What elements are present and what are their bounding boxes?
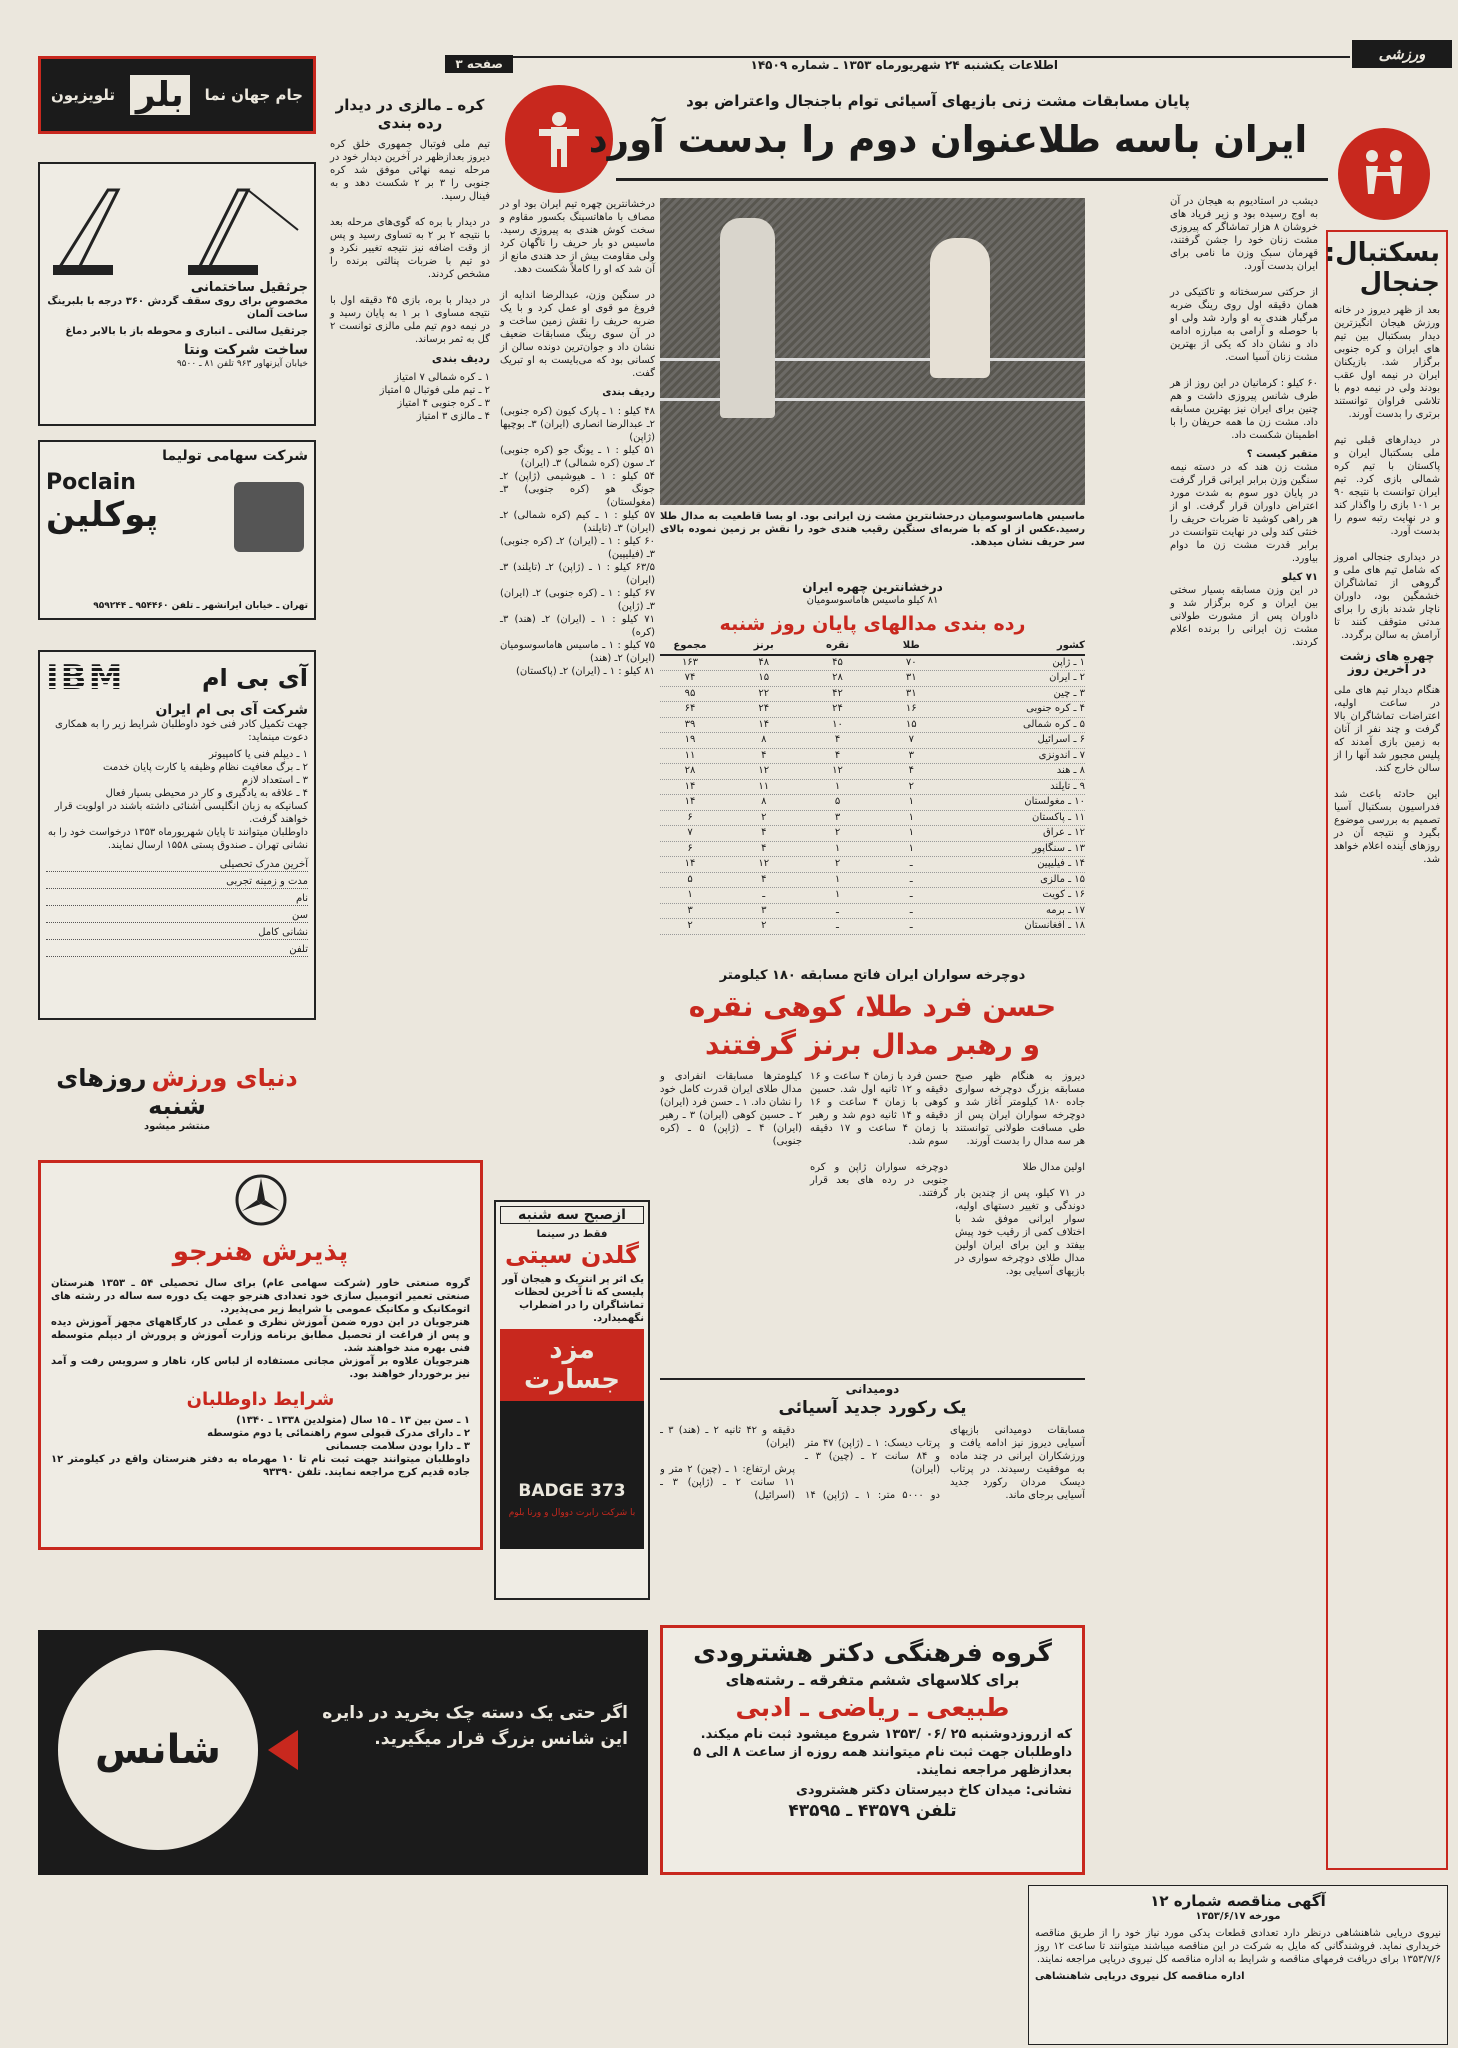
medal-cell-silver: ۱۰ bbox=[832, 718, 843, 730]
crane-address: خیابان آیزنهاور ۹۶۳ تلفن ۸۱ ـ ۹۵۰۰ bbox=[176, 359, 308, 369]
medal-table-row bbox=[660, 842, 1085, 858]
chance-text: اگر حتی یک دسته چک بخرید در دایره این شانس بزرگ قرار میگیرید. bbox=[322, 1703, 628, 1749]
medal-cell-bronze: ۸ bbox=[761, 796, 767, 807]
basketball-body2: هنگام دیدار تیم های ملی در ساعت اولیه، اعتراضات تماشاگران بالا گرفت و چند نفر از آنان به زمین بازی آمدند که پلیس مجبور شد آنها را از سالن خارج کند. این حادثه باعث شد فدراسیون بسکتبال آسیا تصمیم به بررسی موضوع بگیرد و نتیجه آن در روزهای آینده اعلام خواهد شد. bbox=[1334, 685, 1440, 865]
ibm-form-field: مدت و زمینه تجربی bbox=[46, 875, 308, 889]
medal-cell-gold: ـ bbox=[909, 904, 913, 916]
medal-table-row bbox=[660, 687, 1085, 703]
medal-cell-country: ۷ ـ اندونزی bbox=[1038, 749, 1085, 761]
medal-cell-silver: ۴ bbox=[834, 749, 841, 761]
th-total: مجموع bbox=[673, 640, 707, 651]
cinema-body: یک اثر پر انتریک و هیجان آور پلیسی که تا آخرین لحظات تماشاگران را در اضطراب نگهمیدارد. bbox=[502, 1274, 644, 1324]
poclain-ad[interactable] bbox=[38, 440, 316, 620]
basketball-column bbox=[1326, 230, 1448, 1870]
medal-cell-bronze: ۲ bbox=[761, 920, 767, 931]
medal-cell-silver: ـ bbox=[836, 920, 839, 931]
boxing-photo bbox=[660, 198, 1085, 505]
basketball-title: بسکتبال: bbox=[1324, 238, 1440, 268]
th-silver: نقره bbox=[825, 640, 850, 651]
tender-sign: اداره مناقصه کل نیروی دریایی شاهنشاهی bbox=[1035, 1971, 1245, 1982]
basketball-body: بعد از ظهر دیروز در خانه ورزش هیجان انگیزترین دیدار بسکتبال بین تیم های ایران و کره جنوبی برگزار شد. بازیکنان ایران در نیمه اول عقب بودند ولی در نیمه دوم با تلاشی فراوان توانستند برتری را بدست آورند. در دیدارهای قبلی تیم ملی بسکتبال ایران و پاکستان با تیم کره شمالی بازی کرد. تیم ایران توانست با نتیجه ۹۰ بر ۱۰۱ بازی را واگذار کند و در نهایت رتبه سوم را بدست آورد. در دیداری جنجالی امروز که شامل تیم های ملی و گروهی از تماشاگران خشمگین بود، داوران ناچار شدند بازی را برای مدتی متوقف کنند تا آرامش به سالن برگردد. bbox=[1334, 305, 1440, 641]
crane-title: جرثقیل ساختمانی bbox=[190, 280, 308, 295]
medal-cell-total: ۷ bbox=[687, 827, 693, 838]
medal-cell-silver: ۲۸ bbox=[832, 672, 843, 683]
world-of-sport-big: روزهای شنبه bbox=[56, 1064, 206, 1120]
medal-cell-country: ۵ ـ کره شمالی bbox=[1023, 718, 1085, 730]
medal-table-row bbox=[660, 873, 1085, 889]
medal-table-row bbox=[660, 764, 1085, 780]
admission-title: پذیرش هنرجو bbox=[172, 1237, 349, 1267]
basketball-title2: جنجال bbox=[1359, 268, 1440, 298]
medal-cell-bronze: ۴ bbox=[761, 873, 767, 885]
ibm-form-field: نام bbox=[46, 892, 308, 906]
medal-cell-bronze: ۱۲ bbox=[758, 858, 770, 869]
medal-cell-gold: ۱ bbox=[908, 796, 914, 807]
medal-table-row bbox=[660, 904, 1085, 920]
article-col2-p1: دیشب در استادیوم به هیجان در آن به اوج رسیده بود و زیر فریاد های خروشان ۸ هزار تماشاگر که پیروزی مشت زنان خود را جشن گرفتند، قهرمان سبک وزن ما نامی برای ایران بدست آورد. از حرکتی سرسختانه و تاکتیکی در همان دقیقه اول روی رینگ ضربه مرگبار هندی به او وارد شد ولی او با حوصله و آرامی به مبارزه ادامه داد و نشان داد که یکی از بهترین مشت زنان آسیا است. ۶۰ کیلو : کرمانیان در این روز از هر طرف شانس پیروزی داشت و هم چنین برای ایران نیز بهترین مسابقه داد. مشت زن ما همه حریفان را با اطمینان شکست داد. bbox=[1170, 196, 1318, 441]
admission-body: گروه صنعتی خاور (شرکت سهامی عام) برای سال تحصیلی ۵۴ ـ ۱۳۵۳ هنرستان صنعتی تعمیر اتومبیل سازی خود تعدادی هنرجو جهت یک دوره سه ساله در رشته های اتومکانیک و مکانیک عمومی با شرایط زیر می‌پذیرد. هنرجویان در این دوره ضمن آموزش نظری و عملی در کارگاههای مجهز آموزش دیده و پس از فراغت از تحصیل مطابق برنامه وزارت آموزش و پرورش از دیپلم متوسطه فنی بهره مند خواهند شد. هنرجویان علاوه بر آموزش مجانی مستفاده از لباس کار، ناهار و سرویس رفت و آمد نیز برخوردار خواهند بود. bbox=[51, 1278, 470, 1380]
main-headline: ایران باسه طلاعنوان دوم را بدست آورد bbox=[588, 118, 1308, 161]
medal-cell-country: ۱۱ ـ پاکستان bbox=[1032, 811, 1085, 823]
ibm-body: ۱ ـ دیپلم فنی یا کامپیوتر ۲ ـ برگ معافیت نظام وظیفه یا کارت پایان خدمت ۳ ـ استعداد لازم ۴ ـ علاقه به یادگیری و کار در محیطی بسیار فعال کسانیکه به زبان انگلیسی آشنائی داشته باشند در اولویت قرار خواهند گرفت. داوطلبان میتوانند تا پایان شهریورماه ۱۳۵۳ درخواست خود را به نشانی تهران ـ صندوق پستی ۱۵۵۸ ارسال نمایند. bbox=[47, 749, 308, 851]
medal-cell-bronze: ۳ bbox=[761, 904, 767, 916]
medal-cell-bronze: ۱۱ bbox=[758, 780, 770, 792]
tv-banner-left: جام جهان نما bbox=[204, 86, 303, 104]
crane-body: مخصوص برای روی سقف گردش ۳۶۰ درجه با بلبرینگ ساخت آلمان bbox=[47, 296, 308, 320]
hockey-title: رده بندی bbox=[377, 114, 443, 132]
th-country: کشور bbox=[1056, 640, 1085, 651]
medal-cell-country: ۱۲ ـ عراق bbox=[1042, 827, 1085, 838]
medal-cell-country: ۸ ـ هند bbox=[1056, 765, 1085, 776]
hockey-kicker: کره ـ مالزی در دیدار bbox=[335, 96, 485, 114]
poclain-brand: Poclain bbox=[46, 470, 136, 495]
medal-cell-total: ۵ bbox=[687, 873, 693, 885]
page-number bbox=[445, 55, 513, 73]
medal-cell-total: ۲ bbox=[687, 920, 693, 931]
hashtrudi-body: که ازروزدوشنبه ۲۵ /۰۶ /۱۳۵۳ شروع میشود ثبت نام میکند. داوطلبان جهت ثبت نام میتوانند همه روزه از ساعت ۸ الی ۵ بعدازظهر مراجعه نمایند. bbox=[693, 1727, 1072, 1778]
mercedes-logo-icon bbox=[234, 1173, 288, 1227]
medal-cell-bronze: ۲۴ bbox=[758, 703, 770, 714]
medal-cell-total: ۱۴ bbox=[684, 780, 696, 792]
crane-icon bbox=[48, 170, 308, 280]
medal-cell-bronze: ۴ bbox=[761, 827, 767, 838]
section-tag bbox=[1352, 40, 1452, 68]
athletics-body: مسابقات دومیدانی بازیهای آسیایی دیروز نیز ادامه یافت و ورزشکاران ایرانی در چند ماده به موفقیت رسیدند. در پرتاب دیسک مردان رکورد جدید آسیایی برجای ماند. پرتاب دیسک: ۱ ـ (ژاپن) ۴۷ متر و ۸۴ سانت ۲ ـ (چین) ۳ ـ (ایران) دو ۵۰۰۰ متر: ۱ ـ (ژاپن) ۱۴ دقیقه و ۴۲ ثانیه ۲ ـ (هند) ۳ ـ (ایران) پرش ارتفاع: ۱ ـ (چین) ۲ متر و ۱۱ سانت ۲ ـ (ژاپن) ۳ ـ (اسرائیل) bbox=[660, 1425, 1085, 1501]
medal-cell-country: ۱۳ ـ سنگاپور bbox=[1032, 842, 1085, 854]
article-col2-p2: مشت زن هند که در دسته نیمه سنگین وزن برابر ایرانی قرار گرفت در پایان دور سوم به شدت مورد اعتراض داوران قرار گرفت. او از هر راهی کوشید تا ضربات حریف را خنثی کند ولی در نهایت نتوانست در برابر قدرت مشت زن ما دوام بیاورد. bbox=[1170, 462, 1318, 564]
medal-cell-silver: ۲ bbox=[834, 827, 841, 838]
medal-table-row bbox=[660, 888, 1085, 904]
medal-cell-country: ۱۴ ـ فیلیپین bbox=[1037, 858, 1085, 869]
ibm-form-field: نشانی کامل bbox=[46, 926, 308, 940]
hashtrudi-title: گروه فرهنگی دکتر هشترودی bbox=[693, 1638, 1052, 1667]
medal-cell-gold: ۳ bbox=[908, 749, 914, 761]
medal-cell-bronze: ۲ bbox=[761, 811, 767, 823]
medalists-sub: ۸۱ کیلو ماسیس هاماسوسومیان bbox=[806, 595, 939, 606]
tender-body: نیروی دریایی شاهنشاهی درنظر دارد تعدادی قطعات یدکی مورد نیاز خود را از طریق مناقصه خریداری نماید. فروشندگانی که مایل به شرکت در این مناقصه میباشند میتوانند تا ساعت ۱۲ روز ۱۳۵۳/۷/۶ برای دریافت فرمهای مناقصه و شرایط به اداره مناقصه کل نیروی دریایی مراجعه نمایند. bbox=[1035, 1928, 1441, 1965]
medal-cell-bronze: ۸ bbox=[761, 734, 767, 745]
ibm-form-field: آخرین مدرک تحصیلی bbox=[46, 858, 308, 872]
chance-logo: شانس bbox=[95, 1727, 221, 1773]
medal-cell-silver: ۱۲ bbox=[832, 765, 843, 776]
medal-cell-total: ۶۴ bbox=[684, 703, 696, 714]
medal-cell-country: ۳ ـ چین bbox=[1053, 687, 1085, 699]
film-poster bbox=[500, 1329, 644, 1549]
medal-cell-country: ۱ ـ ژاپن bbox=[1052, 656, 1085, 668]
medal-cell-gold: ۱۵ bbox=[905, 718, 917, 730]
hashtrudi-sub: برای کلاسهای ششم متفرقه ـ رشته‌های bbox=[725, 1671, 1020, 1689]
crane-body2: جرثقیل سالنی ـ انباری و محوطه باز با بالابر دماغ bbox=[65, 326, 308, 337]
ibm-form bbox=[46, 858, 308, 957]
medal-cell-gold: ـ bbox=[909, 873, 913, 885]
athletics-rule bbox=[660, 1378, 1085, 1380]
basketball-subhead: چهره های زشت در آخرین روز bbox=[1339, 649, 1435, 676]
medal-cell-gold: ۱ bbox=[908, 827, 914, 838]
photo-caption: ماسیس هاماسوسومیان درحشانترین مشت زن ایرانی بود. او بسا قاطعیت به مدال طلا رسید.عکس از او که با ضربه‌ای سنگین رقیب هندی خود را نقش بر زمین نموده بالای سر حریف نشان میدهد. bbox=[660, 511, 1085, 548]
medal-cell-gold: ۲ bbox=[908, 780, 914, 792]
hockey-sub: ردیف بندی bbox=[431, 352, 490, 365]
medal-table-row bbox=[660, 671, 1085, 687]
ibm-title: شرکت آی بی ام ایران bbox=[155, 702, 308, 718]
crane-company: ساخت شرکت ونتا bbox=[183, 342, 308, 358]
headline-rule bbox=[616, 178, 1328, 181]
medal-cell-country: ۹ ـ تایلند bbox=[1050, 780, 1085, 792]
article-col1-sub: ردیف بندی bbox=[602, 387, 655, 398]
medal-table-row bbox=[660, 780, 1085, 796]
medal-cell-country: ۱۵ ـ مالزی bbox=[1040, 873, 1085, 885]
ibm-form-field: سن bbox=[46, 909, 308, 923]
medal-cell-country: ۱۸ ـ افغانستان bbox=[1024, 920, 1085, 931]
medal-cell-gold: ـ bbox=[909, 858, 913, 869]
medal-cell-total: ۱۴ bbox=[684, 796, 696, 807]
medal-cell-bronze: ۲۲ bbox=[758, 687, 770, 699]
medal-cell-bronze: ۴۸ bbox=[758, 656, 770, 668]
sports-logo bbox=[1338, 128, 1430, 220]
medal-cell-total: ۱۴ bbox=[684, 858, 696, 869]
tender-date: مورخه ۱۳۵۳/۶/۱۷ bbox=[1195, 1911, 1281, 1922]
cycling-col-left: کیلومترها مسابقات انفرادی و مدال طلای ایران قدرت کامل خود را نشان داد. ۱ ـ حسن فرد (ایران) ۲ ـ حسین کوهی (ایران) ۳ ـ رهبر (ایران) ۴ ـ (ژاپن) ۵ ـ (کره جنوبی) bbox=[660, 1071, 802, 1147]
article-col2-sub2: ۷۱ کیلو bbox=[1282, 572, 1318, 583]
athletes-icon bbox=[1354, 144, 1414, 204]
medal-table-row bbox=[660, 749, 1085, 765]
medal-cell-total: ۶ bbox=[687, 842, 693, 854]
chance-circle bbox=[58, 1650, 258, 1850]
medal-cell-bronze: ـ bbox=[762, 889, 766, 900]
medal-cell-silver: ۱ bbox=[834, 873, 841, 885]
medal-cell-total: ۲۸ bbox=[684, 765, 696, 776]
medal-cell-gold: ۳۱ bbox=[905, 672, 917, 683]
tender-title: آگهی مناقصه شماره ۱۲ bbox=[1150, 1892, 1326, 1910]
medal-cell-silver: ۱ bbox=[834, 889, 841, 900]
medal-cell-silver: ۲۴ bbox=[832, 703, 843, 714]
excavator-icon bbox=[234, 482, 304, 552]
article-col1-body: درخشانترین چهره تیم ایران بود او در مصاف با ماهاتسینگ بکسور مقاوم و سخت کوش هندی به پیروزی رسید. ماسیس دو بار حریف را ناگهان کرد ولی مقاومت بیش از حد هندی مانع از آن شد که او را کاملاً شکست دهد. در سنگین وزن، عبدالرضا اندایه از فروغ مو قوی او عمل کرد و با یک ضربه حریف را نقش زمین ساخت و در آن سوی رینگ مسابقات ضعیف نشان داد و جوان‌ترین دونده سالن از کسانی بود که می‌بایست به او تبریک گفت. bbox=[500, 199, 655, 379]
ibm-logo bbox=[46, 658, 308, 698]
ibm-subtitle: جهت تکمیل کادر فنی خود داوطلبان شرایط زیر را به همکاری دعوت مینماید: bbox=[55, 719, 308, 743]
medal-cell-bronze: ۱۴ bbox=[758, 718, 770, 730]
medal-cell-silver: ـ bbox=[836, 904, 839, 916]
ibm-ad[interactable] bbox=[38, 650, 316, 1020]
medal-cell-total: ۳۹ bbox=[684, 718, 696, 730]
medal-cell-gold: ۱۶ bbox=[905, 703, 917, 714]
medal-table-row bbox=[660, 733, 1085, 749]
cinema-name: گلدن سیتی bbox=[505, 1241, 639, 1269]
cinema-ad[interactable] bbox=[494, 1200, 650, 1600]
medal-table-title: رده بندی مدالهای پایان روز شنبه bbox=[719, 613, 1026, 635]
main-article-col2 bbox=[1170, 195, 1318, 649]
athletics-headline: یک رکورد جدید آسیائی bbox=[778, 1398, 967, 1418]
cycling-col-right: دیروز به هنگام ظهر صبح مسابقه بزرگ دوچرخه سواری جاده ۱۸۰ کیلومتر آغاز شد و دوچرخه سواران ایران پس از طی مسافت طولانی توانستند هر سه مدال را بدست آورند. اولین مدال طلا در ۷۱ کیلو، پس از چندین بار دوندگی و تغییر دستهای اولیه، سوار ایرانی موفق شد با اختلاف کمی از رقیب خود پیش بیفتد و این برای ایران اولین مدال طلای دوچرخه سواری در بازیهای آسیایی بود. bbox=[955, 1071, 1085, 1277]
medal-cell-silver: ۲ bbox=[834, 858, 841, 869]
medal-cell-gold: ۴ bbox=[908, 765, 914, 776]
medal-table-row bbox=[660, 795, 1085, 811]
boxer-figure bbox=[930, 238, 990, 378]
tv-banner-right: تلویزیون bbox=[51, 86, 115, 104]
hashtrudi-address: نشانی: میدان کاخ دبیرستان دکتر هشترودی bbox=[795, 1783, 1072, 1798]
medal-cell-country: ۱۶ ـ کویت bbox=[1042, 889, 1085, 900]
dateline: اطلاعات یکشنبه ۲۴ شهریورماه ۱۳۵۳ ـ شماره ۱۴۵۰۹ bbox=[750, 58, 1058, 72]
tv-banner-ad[interactable] bbox=[38, 56, 316, 134]
medal-cell-total: ۶ bbox=[687, 811, 693, 823]
cycling-kicker: دوچرخه سواران ایران فاتح مسابقه ۱۸۰ کیلومتر bbox=[719, 968, 1026, 983]
medal-cell-total: ۱۶۳ bbox=[681, 656, 699, 668]
th-bronze: برنز bbox=[753, 640, 774, 651]
medal-cell-total: ۱۱ bbox=[684, 749, 696, 761]
film-badge: BADGE 373 bbox=[518, 1481, 626, 1501]
medal-cell-silver: ۴۵ bbox=[832, 656, 843, 668]
medal-cell-country: ۱۷ ـ برمه bbox=[1045, 904, 1085, 916]
medal-cell-gold: ـ bbox=[909, 889, 913, 900]
main-article-col1 bbox=[500, 198, 655, 678]
medal-cell-silver: ۴ bbox=[834, 734, 841, 745]
hockey-results: ۱ ـ کره شمالی ۷ امتیاز ۲ ـ تیم ملی فوتبال ۵ امتیاز ۳ ـ کره جنوبی ۴ امتیاز ۴ ـ مالزی ۳ امتیاز bbox=[379, 372, 490, 422]
film-title: مزد جسارت bbox=[500, 1329, 644, 1401]
medal-cell-silver: ۱ bbox=[834, 780, 841, 792]
ibm-logo-fa: آی بی ام bbox=[201, 664, 308, 692]
main-kicker: پایان مسابقات مشت زنی بازیهای آسیائی توام باجنجال واعتراض بود bbox=[686, 92, 1190, 110]
film-cast: با شرکت رابرت دووال و ورنا بلوم bbox=[508, 1508, 636, 1518]
poclain-brand-fa: پوکلین bbox=[46, 495, 159, 535]
medal-cell-gold: ۱ bbox=[908, 811, 914, 823]
medal-table-row bbox=[660, 826, 1085, 842]
medal-cell-gold: ۷ bbox=[908, 734, 914, 745]
tender-ad[interactable] bbox=[1028, 1885, 1448, 2045]
hockey-body: تیم ملی فوتبال جمهوری خلق کره دیروز بعدازظهر در آخرین دیدار خود در مرحله نیمه نهائی موفق شد کره جنوبی را ۳ بر ۲ شکست دهد و به فینال رسید. در دیدار با بره که گوی‌های مرحله بعد با نتیجه ۲ بر ۲ به تساوی رسید و پس از وقت اضافه نیز نتیجه تغییر نکرد و دو تیم با ضربات پنالتی برنده را مشخص کردند. در دیدار با بره، بازی ۴۵ دقیقه اول با نتیجه مساوی ۱ بر ۱ به پایان رسید و در نیمه دوم تیم ملی مالزی توانست ۲ گل به ثمر برساند. bbox=[330, 139, 491, 345]
poclain-address: تهران ـ خیابان ایرانشهر ـ تلفن ۹۵۴۴۶۰ ـ ۹۵۹۲۴۴ bbox=[93, 601, 308, 611]
article-col1-list: ۴۸ کیلو : ۱ ـ پارک کیون (کره جنوبی) ۲ـ عبدالرضا انصاری (ایران) ۳ـ بوچیها (ژاپن) ۵۱ کیلو : ۱ ـ یونگ جو (کره جنوبی) ۲ـ سون (کره شمالی) ۳ـ (ایران) ۵۴ کیلو : ۱ ـ هیوشیمی (ژاپن) ۲ـ جونگ هو (کره جنوبی) ۳ـ (مغولستان) ۵۷ کیلو : ۱ ـ کیم (کره شمالی) ۲ـ (ایران) ۳ـ (تایلند) ۶۰ کیلو : ۱ ـ (ایران) ۲ـ (کره جنوبی) ۳ـ (فیلیپین) ۶۳/۵ کیلو : ۱ ـ (ژاپن) ۲ـ (تایلند) ۳ـ (ایران) ۶۷ کیلو : ۱ ـ (کره جنوبی) ۲ـ (ایران) ۳ـ (ژاپن) ۷۱ کیلو : ۱ ـ (ایران) ۲ـ (هند) ۳ـ (کره) ۷۵ کیلو : ۱ ـ ماسیس هاماسوسومیان (ایران) ۲ـ (هند) ۸۱ کیلو : ۱ ـ (ایران) ۲ـ (پاکستان) bbox=[500, 406, 655, 677]
page-number-label: صفحه ۳ bbox=[455, 57, 503, 71]
medal-cell-country: ۶ ـ اسرائیل bbox=[1037, 734, 1085, 745]
medal-table-block bbox=[660, 580, 1085, 935]
poclain-company: شرکت سهامی تولیما bbox=[162, 448, 308, 464]
medal-cell-country: ۴ ـ کره جنوبی bbox=[1026, 703, 1085, 714]
tv-banner-brand: بلر bbox=[130, 75, 190, 115]
medalists-title: درخشانترین چهره ایران bbox=[802, 580, 943, 594]
cycling-col-mid: حسن فرد با زمان ۴ ساعت و ۱۶ دقیقه و ۱۲ ثانیه اول شد. حسین کوهی با زمان ۴ ساعت و ۱۶ دقیقه و ۱۴ ثانیه دوم شد و رهبر با زمان ۴ ساعت و ۱۷ دقیقه سوم شد. دوچرخه سواران ژاپن و کره جنوبی در رده های بعد قرار گرفتند. bbox=[810, 1071, 949, 1199]
medal-cell-bronze: ۴ bbox=[761, 749, 767, 761]
cinema-when: ازصبح سه شنبه bbox=[500, 1206, 644, 1224]
article-col2-sub1: متقبر کیست ؟ bbox=[1246, 449, 1318, 460]
medal-cell-bronze: ۴ bbox=[761, 842, 767, 854]
medal-table-header bbox=[660, 639, 1085, 656]
crane-ad[interactable] bbox=[38, 162, 316, 426]
medal-table-row bbox=[660, 702, 1085, 718]
medal-table-row bbox=[660, 718, 1085, 734]
medal-cell-country: ۲ ـ ایران bbox=[1049, 672, 1085, 683]
medal-table-row bbox=[660, 656, 1085, 672]
medal-table-row bbox=[660, 857, 1085, 873]
chance-ad[interactable] bbox=[38, 1630, 648, 1875]
medal-cell-total: ۱۹ bbox=[684, 734, 696, 745]
medal-cell-country: ۱۰ ـ مغولستان bbox=[1024, 796, 1085, 807]
medal-cell-total: ۷۴ bbox=[684, 672, 696, 683]
cycling-headline1: حسن فرد طلا، کوهی نقره bbox=[688, 990, 1057, 1023]
medal-cell-gold: ۳۱ bbox=[905, 687, 917, 699]
world-of-sport-sub: منتشر میشود bbox=[143, 1121, 211, 1132]
medal-cell-gold: ـ bbox=[909, 920, 913, 931]
ibm-form-field: تلفن bbox=[46, 943, 308, 957]
medal-cell-silver: ۴۲ bbox=[832, 687, 843, 699]
arrow-left-icon bbox=[268, 1730, 298, 1770]
hashtrudi-ad[interactable] bbox=[660, 1625, 1085, 1875]
medal-cell-gold: ۱ bbox=[908, 842, 914, 854]
medal-table-body bbox=[660, 656, 1085, 935]
hashtrudi-phone: تلفن ۴۳۵۷۹ ـ ۴۳۵۹۵ bbox=[788, 1801, 957, 1821]
th-gold: طلا bbox=[902, 640, 920, 651]
medal-cell-total: ۱ bbox=[687, 889, 693, 900]
medal-cell-bronze: ۱۲ bbox=[758, 765, 770, 776]
medal-cell-silver: ۱ bbox=[834, 842, 841, 854]
world-of-sport bbox=[38, 1064, 316, 1134]
medal-cell-gold: ۷۰ bbox=[905, 656, 917, 668]
cycling-headline2: و رهبر مدال برنز گرفتند bbox=[704, 1028, 1041, 1061]
athletics-title: دومیدانی bbox=[845, 1382, 900, 1396]
article-col2-p3: در این وزن مسابقه بسیار سختی بین ایران و کره برگزار شد و داوران پس از مشورت طولانی مشت زن ایرانی را برنده اعلام کردند. bbox=[1170, 585, 1318, 648]
medal-cell-bronze: ۱۵ bbox=[758, 672, 770, 683]
medal-table-row bbox=[660, 811, 1085, 827]
hockey-column bbox=[330, 96, 490, 423]
admission-sub: شرایط داوطلبان bbox=[186, 1389, 335, 1410]
medal-cell-total: ۹۵ bbox=[684, 687, 696, 699]
cinema-only: فقط در سینما bbox=[536, 1229, 608, 1240]
admission-list: ۱ ـ سن بین ۱۳ ـ ۱۵ سال (متولدین ۱۳۳۸ ـ ۱۳۴۰) ۲ ـ دارای مدرک قبولی سوم راهنمائی یا دوم متوسطه ۳ ـ دارا بودن سلامت جسمانی داوطلبان میتوانند جهت ثبت نام تا ۱۰ مهرماه به دفتر هنرستان واقع در کیلومتر ۱۲ جاده قدیم کرج مراجعه نمایند. تلفن ۹۳۳۹۰ bbox=[51, 1415, 470, 1478]
section-tag-label: ورزشی bbox=[1378, 45, 1426, 63]
referee-figure bbox=[720, 218, 775, 418]
ibm-logo-en: IBM bbox=[46, 658, 125, 698]
benz-admission-ad[interactable] bbox=[38, 1160, 483, 1550]
medal-cell-total: ۳ bbox=[687, 904, 693, 916]
medal-cell-silver: ۵ bbox=[834, 796, 841, 807]
hashtrudi-fields: طبیعی ـ ریاضی ـ ادبی bbox=[735, 1693, 1010, 1722]
medal-table-row bbox=[660, 919, 1085, 935]
medal-cell-silver: ۳ bbox=[834, 811, 841, 823]
world-of-sport-title: دنیای ورزش bbox=[151, 1064, 298, 1092]
